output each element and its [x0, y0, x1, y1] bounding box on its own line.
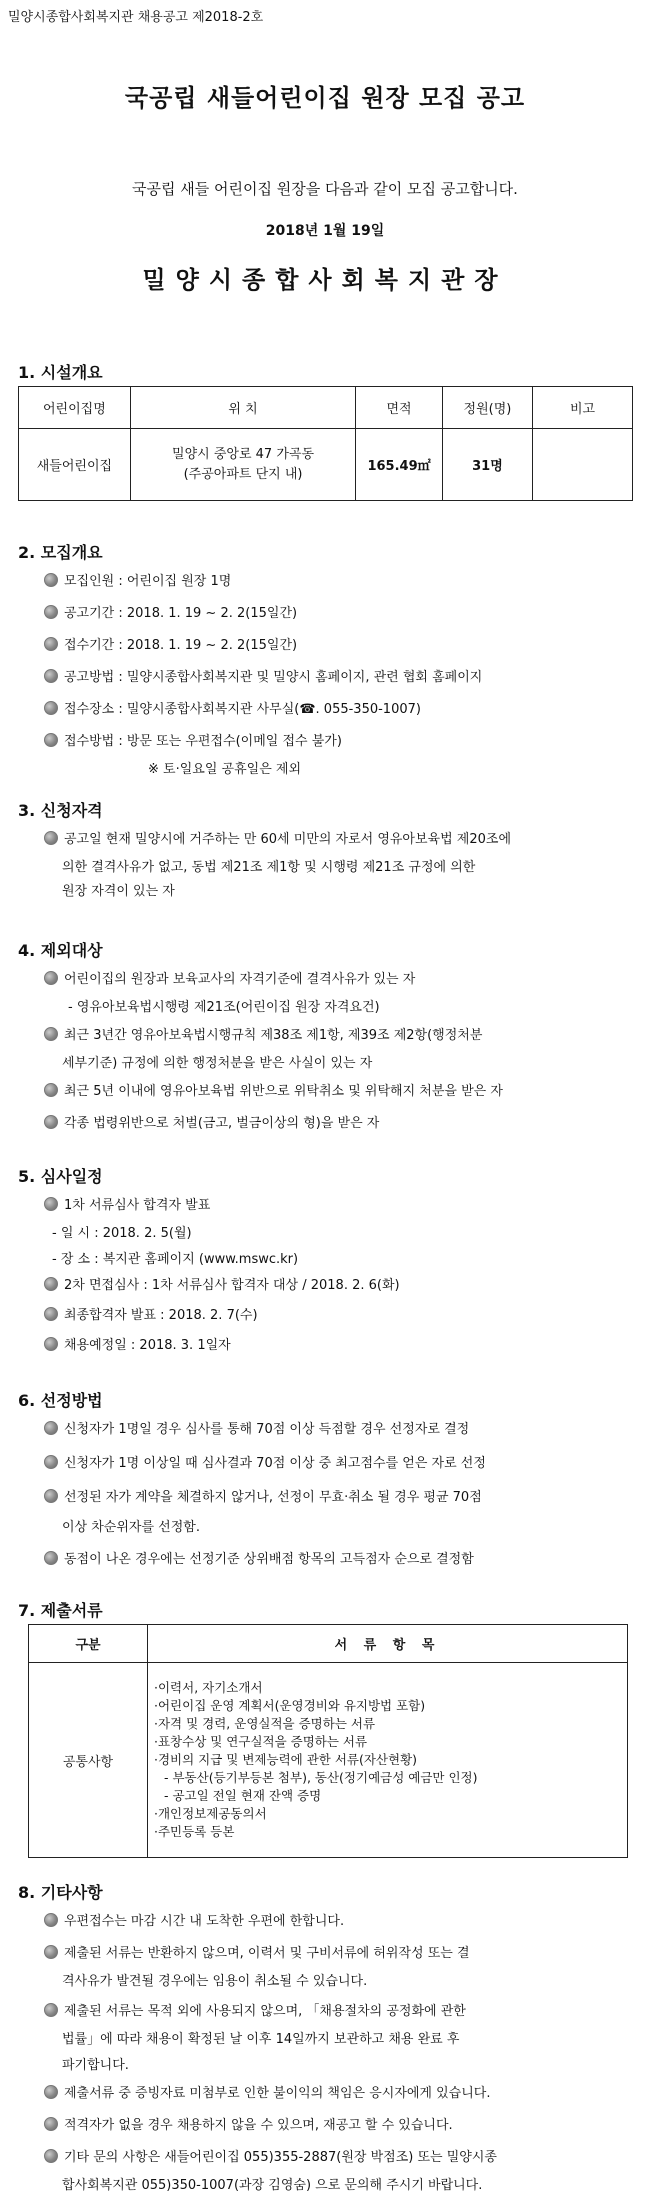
- document-item: ·자격 및 경력, 운영실적을 증명하는 서류: [154, 1716, 376, 1731]
- bullet-icon: [44, 733, 58, 747]
- documents-table: [28, 1624, 628, 1858]
- list-item-continuation: 원장 자격이 있는 자: [62, 884, 175, 899]
- bullet-icon: [44, 1551, 58, 1565]
- list-item-continuation: 격사유가 발견될 경우에는 임용이 취소될 수 있습니다.: [62, 1974, 368, 1989]
- table-header: 면적: [356, 387, 443, 429]
- location-line-2: (주공아파트 단지 내): [183, 466, 303, 482]
- list-item: 접수방법 : 방문 또는 우편접수(이메일 접수 불가): [44, 732, 342, 751]
- table-header: 서 류 항 목: [148, 1625, 628, 1663]
- bullet-icon: [44, 669, 58, 683]
- document-item: ·주민등록 등본: [154, 1824, 235, 1839]
- list-subitem: - 영유아보육법시행령 제21조(어린이집 원장 자격요건): [68, 1000, 380, 1015]
- list-item: 선정된 자가 계약을 체결하지 않거나, 선정이 무효·취소 될 경우 평균 70점: [44, 1488, 482, 1507]
- list-item: 동점이 나온 경우에는 선정기준 상위배점 항목의 고득점자 순으로 결정함: [44, 1550, 474, 1569]
- list-item: 최근 5년 이내에 영유아보육법 위반으로 위탁취소 및 위탁해지 처분을 받은 자: [44, 1082, 503, 1101]
- table-header: 구분: [29, 1625, 148, 1663]
- table-cell-note: [533, 429, 633, 501]
- list-item: 공고기간 : 2018. 1. 19 ~ 2. 2(15일간): [44, 604, 297, 623]
- list-item-continuation: 이상 차순위자를 선정함.: [62, 1520, 200, 1535]
- bullet-icon: [44, 831, 58, 845]
- bullet-icon: [44, 2117, 58, 2131]
- bullet-icon: [44, 1027, 58, 1041]
- table-cell-name: 새들어린이집: [19, 429, 131, 501]
- list-item: 신청자가 1명 이상일 때 심사결과 70점 이상 중 최고점수를 얻은 자로 선정: [44, 1454, 486, 1473]
- document-reference: 밀양시종합사회복지관 채용공고 제2018-2호: [8, 10, 264, 25]
- bullet-icon: [44, 1083, 58, 1097]
- table-header: 정원(명): [442, 387, 532, 429]
- document-item: ·개인정보제공동의서: [154, 1806, 267, 1821]
- organization-name: 밀양시종합사회복지관장: [142, 266, 508, 294]
- documents-list: [148, 1663, 628, 1858]
- document-subitem: - 부동산(등기부등본 첨부), 동산(정기예금성 예금만 인정): [164, 1770, 478, 1785]
- intro-text: 국공립 새들 어린이집 원장을 다음과 같이 모집 공고합니다.: [132, 180, 518, 198]
- section-5-heading: 5. 심사일정: [18, 1167, 103, 1186]
- list-item: 제출된 서류는 목적 외에 사용되지 않으며, 「채용절차의 공정화에 관한: [44, 2002, 466, 2021]
- section-2-heading: 2. 모집개요: [18, 543, 103, 562]
- bullet-icon: [44, 2085, 58, 2099]
- bullet-icon: [44, 1277, 58, 1291]
- list-item: 기타 문의 사항은 새들어린이집 055)355-2887(원장 박점조) 또는 밀양시종: [44, 2148, 497, 2167]
- bullet-icon: [44, 701, 58, 715]
- list-item-continuation: 합사회복지관 055)350-1007(과장 김영숨) 으로 문의해 주시기 바랍니다.: [62, 2178, 483, 2193]
- bullet-icon: [44, 1197, 58, 1211]
- list-item-continuation: 파기합니다.: [62, 2058, 129, 2073]
- list-item: 제출된 서류는 반환하지 않으며, 이력서 및 구비서류에 허위작성 또는 결: [44, 1944, 470, 1963]
- bullet-icon: [44, 605, 58, 619]
- facility-table: [18, 386, 633, 501]
- bullet-icon: [44, 1115, 58, 1129]
- table-header: 어린이집명: [19, 387, 131, 429]
- list-item-continuation: 세부기준) 규정에 의한 행정처분을 받은 사실이 있는 자: [62, 1056, 373, 1071]
- bullet-icon: [44, 2149, 58, 2163]
- bullet-icon: [44, 573, 58, 587]
- note-text: ※ 토·일요일 공휴일은 제외: [148, 762, 302, 777]
- document-item: ·이력서, 자기소개서: [154, 1680, 263, 1695]
- schedule-place: - 장 소 : 복지관 홈페이지 (www.mswc.kr): [52, 1252, 299, 1267]
- table-cell-category: 공통사항: [29, 1663, 148, 1858]
- document-subitem: - 공고일 전일 현재 잔액 증명: [164, 1788, 322, 1803]
- list-item: 각종 법령위반으로 처벌(금고, 벌금이상의 형)을 받은 자: [44, 1114, 379, 1133]
- list-item-continuation: 의한 결격사유가 없고, 동법 제21조 제1항 및 시행령 제21조 규정에 의한: [62, 860, 476, 875]
- section-4-heading: 4. 제외대상: [18, 941, 103, 960]
- bullet-icon: [44, 1307, 58, 1321]
- table-cell-location: [130, 429, 355, 501]
- list-item: 어린이집의 원장과 보육교사의 자격기준에 결격사유가 있는 자: [44, 970, 415, 989]
- list-item: 공고방법 : 밀양시종합사회복지관 및 밀양시 홈페이지, 관련 협회 홈페이지: [44, 668, 482, 687]
- list-item: 최종합격자 발표 : 2018. 2. 7(수): [44, 1306, 258, 1325]
- document-item: ·경비의 지급 및 변제능력에 관한 서류(자산현황): [154, 1752, 418, 1767]
- list-item: 채용예정일 : 2018. 3. 1일자: [44, 1336, 231, 1355]
- table-cell-area: 165.49㎡: [356, 429, 443, 501]
- table-header: 비고: [533, 387, 633, 429]
- announcement-date: 2018년 1월 19일: [265, 223, 385, 239]
- bullet-icon: [44, 971, 58, 985]
- table-cell-capacity: 31명: [442, 429, 532, 501]
- list-item: 최근 3년간 영유아보육법시행규칙 제38조 제1항, 제39조 제2항(행정처분: [44, 1026, 482, 1045]
- bullet-icon: [44, 1421, 58, 1435]
- list-item: 모집인원 : 어린이집 원장 1명: [44, 572, 231, 591]
- list-item: 우편접수는 마감 시간 내 도착한 우편에 한합니다.: [44, 1912, 344, 1931]
- section-6-heading: 6. 선정방법: [18, 1391, 103, 1410]
- list-item: 1차 서류심사 합격자 발표: [44, 1196, 210, 1215]
- schedule-date: - 일 시 : 2018. 2. 5(월): [52, 1226, 192, 1241]
- list-item: 접수기간 : 2018. 1. 19 ~ 2. 2(15일간): [44, 636, 297, 655]
- list-item: 2차 면접심사 : 1차 서류심사 합격자 대상 / 2018. 2. 6(화): [44, 1276, 400, 1295]
- section-7-heading: 7. 제출서류: [18, 1601, 103, 1620]
- location-line-1: 밀양시 중앙로 47 가곡동: [172, 446, 315, 462]
- list-item-continuation: 법률」에 따라 채용이 확정된 날 이후 14일까지 보관하고 채용 완료 후: [62, 2032, 460, 2047]
- page-title: 국공립 새들어린이집 원장 모집 공고: [124, 84, 526, 112]
- bullet-icon: [44, 1337, 58, 1351]
- section-8-heading: 8. 기타사항: [18, 1883, 103, 1902]
- section-1-heading: 1. 시설개요: [18, 363, 103, 382]
- list-item: 신청자가 1명일 경우 심사를 통해 70점 이상 득점할 경우 선정자로 결정: [44, 1420, 469, 1439]
- bullet-icon: [44, 1489, 58, 1503]
- document-item: ·표창수상 및 연구실적을 증명하는 서류: [154, 1734, 368, 1749]
- list-item: 적격자가 없을 경우 채용하지 않을 수 있으며, 재공고 할 수 있습니다.: [44, 2116, 453, 2135]
- bullet-icon: [44, 1913, 58, 1927]
- list-item: 제출서류 중 증빙자료 미첨부로 인한 불이익의 책임은 응시자에게 있습니다.: [44, 2084, 491, 2103]
- section-3-heading: 3. 신청자격: [18, 801, 103, 820]
- list-item: 접수장소 : 밀양시종합사회복지관 사무실(☎. 055-350-1007): [44, 700, 421, 719]
- bullet-icon: [44, 1945, 58, 1959]
- table-header: 위 치: [130, 387, 355, 429]
- bullet-icon: [44, 1455, 58, 1469]
- document-item: ·어린이집 운영 계획서(운영경비와 유지방법 포함): [154, 1698, 426, 1713]
- list-item: 공고일 현재 밀양시에 거주하는 만 60세 미만의 자로서 영유아보육법 제20조에: [44, 830, 511, 849]
- bullet-icon: [44, 637, 58, 651]
- bullet-icon: [44, 2003, 58, 2017]
